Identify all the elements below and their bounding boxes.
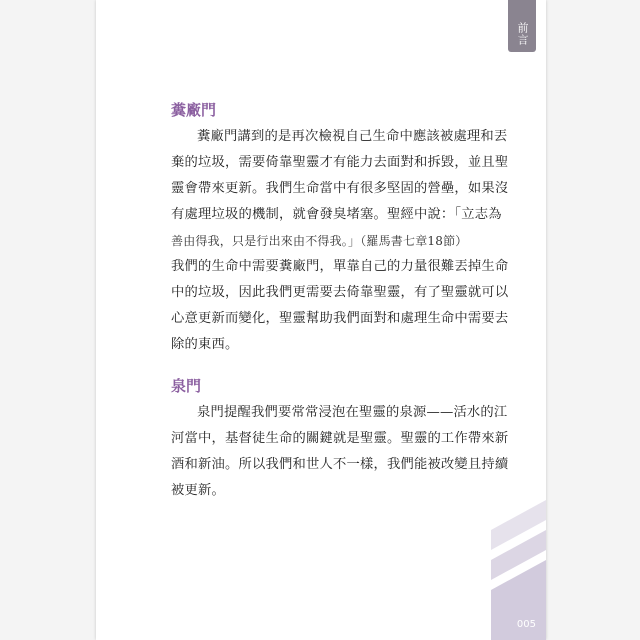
body-line: 我們的生命中需要糞廠門，單靠自己的力量很難丟掉生命 (171, 259, 509, 274)
section-heading-dung-gate: 糞廠門 (171, 101, 217, 119)
book-page (96, 0, 546, 640)
body-line: 中的垃圾，因此我們更需要去倚靠聖靈，有了聖靈就可以 (171, 285, 509, 300)
section-body-dung-gate (171, 124, 509, 358)
body-line: 泉門提醒我們要常常浸泡在聖靈的泉源——活水的江 (197, 405, 508, 420)
body-line: 被更新。 (171, 483, 225, 498)
page-number: 005 (516, 619, 536, 630)
chapter-tab (508, 0, 536, 52)
body-line: 棄的垃圾，需要倚靠聖靈才有能力去面對和拆毀，並且聖 (171, 155, 509, 170)
body-line: 糞廠門講到的是再次檢視自己生命中應該被處理和丟 (197, 129, 508, 144)
chapter-tab-label: 前言 (516, 22, 529, 46)
body-line: 有處理垃圾的機制，就會發臭堵塞。聖經中說：「立志為 (171, 207, 502, 222)
body-line: 靈會帶來更新。我們生命當中有很多堅固的營壘，如果沒 (171, 181, 509, 196)
body-line: 除的東西。 (171, 337, 239, 352)
body-line: 酒和新油。所以我們和世人不一樣，我們能被改變且持續 (171, 457, 509, 472)
body-line-quote: 善由得我，只是行出來由不得我。」（羅馬書七章18節） (171, 234, 468, 248)
section-body-fountain-gate (171, 400, 509, 504)
section-heading-fountain-gate: 泉門 (171, 377, 202, 395)
body-line: 河當中，基督徒生命的關鍵就是聖靈。聖靈的工作帶來新 (171, 431, 509, 446)
body-line: 心意更新而變化，聖靈幫助我們面對和處理生命中需要去 (171, 311, 509, 326)
